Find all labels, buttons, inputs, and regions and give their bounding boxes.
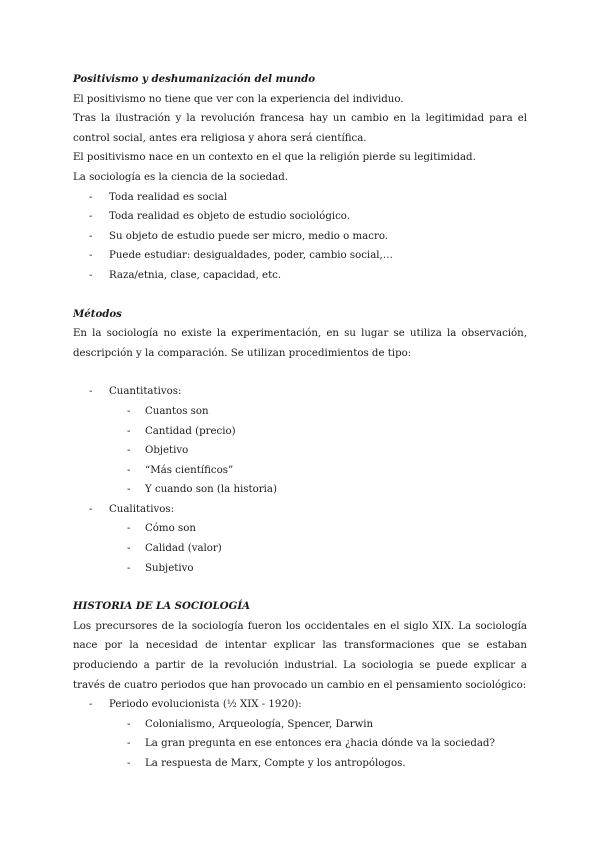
list-item-text: Puede estudiar: desigualdades, poder, cambio social,… — [109, 250, 393, 262]
section-title-positivismo: Positivismo y deshumanización del mundo — [73, 73, 316, 85]
list-item — [73, 207, 527, 227]
list-item-text: Y cuando son (la historia) — [145, 484, 277, 496]
list-item-text: Cantidad (precio) — [145, 425, 236, 437]
sub-list-item — [73, 754, 527, 774]
dash-bullet: - — [127, 484, 131, 496]
sub-list-item — [73, 519, 527, 539]
sub-list-item — [73, 402, 527, 422]
document-page — [73, 70, 527, 774]
dash-bullet: - — [89, 699, 93, 711]
list-item-text: “Más científicos” — [145, 464, 234, 476]
sub-list-item — [73, 715, 527, 735]
list-item-text: Objetivo — [145, 445, 189, 457]
dash-bullet: - — [89, 250, 93, 262]
paragraph: Los precursores de la sociología fueron los occidentales en el siglo XIX. La sociología nace por la necesidad de intentar explicar las transformaciones que se estaban produciendo a partir de la revolución industrial. La sociologia se puede explicar a través de cuatro periodos que han provocado un cambio en el pensamiento sociológico: — [73, 620, 527, 691]
list-item — [73, 266, 527, 286]
dash-bullet: - — [89, 211, 93, 223]
paragraph: La sociología es la ciencia de la sociedad. — [73, 171, 288, 183]
list-item-text: Cuantitativos: — [109, 386, 182, 398]
dash-bullet: - — [127, 425, 131, 437]
dash-bullet: - — [89, 503, 93, 515]
sub-list-item — [73, 539, 527, 559]
list-item-text: Cómo son — [145, 523, 196, 535]
spacer — [73, 363, 527, 382]
paragraph: En la sociología no existe la experimentación, en su lugar se utiliza la observación, descripción y la comparación. Se utilizan procedimientos de tipo: — [73, 328, 527, 359]
sub-list-item — [73, 559, 527, 579]
dash-bullet: - — [89, 386, 93, 398]
list-item-text: Colonialismo, Arqueología, Spencer, Darwin — [145, 718, 374, 730]
list-item — [73, 695, 527, 715]
dash-bullet: - — [127, 445, 131, 457]
list-item-text: Cualitativos: — [109, 503, 175, 515]
list-item-text: Calidad (valor) — [145, 543, 222, 555]
list-item — [73, 500, 527, 520]
dash-bullet: - — [127, 758, 131, 769]
list-item-text: La gran pregunta en ese entonces era ¿hacia dónde va la sociedad? — [145, 738, 495, 750]
sub-list-item — [73, 441, 527, 461]
list-item-text: Subjetivo — [145, 562, 194, 574]
paragraph: El positivismo no tiene que ver con la experiencia del individuo. — [73, 93, 404, 105]
dash-bullet: - — [89, 269, 93, 281]
list-item-text: Toda realidad es social — [109, 191, 227, 203]
sub-list-item — [73, 480, 527, 500]
list-item-text: Raza/etnia, clase, capacidad, etc. — [109, 269, 282, 281]
sub-list-item — [73, 734, 527, 754]
paragraph: Tras la ilustración y la revolución francesa hay un cambio en la legitimidad para el control social, antes era religiosa y ahora será científica. — [73, 113, 527, 144]
list-item-text: Su objeto de estudio puede ser micro, medio o macro. — [109, 230, 389, 242]
section-title-metodos: Métodos — [73, 307, 122, 320]
list-item — [73, 382, 527, 402]
dash-bullet: - — [127, 523, 131, 535]
section-title-historia: HISTORIA DE LA SOCIOLOGÍA — [73, 600, 251, 613]
list-item-text: Toda realidad es objeto de estudio sociológico. — [109, 211, 350, 223]
list-item-text: Periodo evolucionista (½ XIX - 1920): — [109, 699, 302, 711]
dash-bullet: - — [89, 230, 93, 242]
paragraph: El positivismo nace en un contexto en el que la religión pierde su legitimidad. — [73, 152, 476, 164]
dash-bullet: - — [127, 405, 131, 417]
dash-bullet: - — [89, 191, 93, 203]
list-item-text: La respuesta de Marx, Compte y los antropólogos. — [145, 758, 406, 769]
dash-bullet: - — [127, 464, 131, 476]
list-item — [73, 246, 527, 266]
list-item — [73, 188, 527, 208]
spacer — [73, 578, 527, 597]
dash-bullet: - — [127, 718, 131, 730]
list-item — [73, 227, 527, 247]
sub-list-item — [73, 422, 527, 442]
dash-bullet: - — [127, 562, 131, 574]
dash-bullet: - — [127, 543, 131, 555]
list-item-text: Cuantos son — [145, 405, 209, 417]
dash-bullet: - — [127, 738, 131, 750]
spacer — [73, 286, 527, 305]
sub-list-item — [73, 461, 527, 481]
